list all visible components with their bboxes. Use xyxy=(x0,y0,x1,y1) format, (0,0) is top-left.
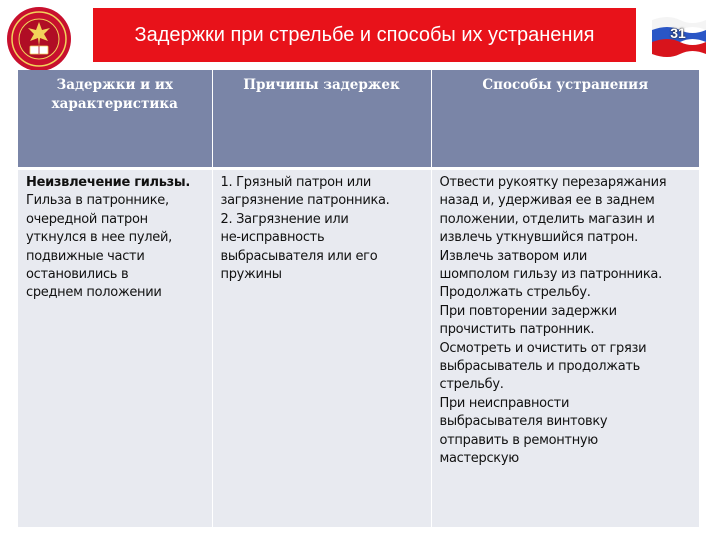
cause-line: выбрасывателя или его xyxy=(220,248,378,264)
remedy-line: отправить в ремонтную xyxy=(439,432,598,448)
remedy-line: выбрасыватель и продолжать xyxy=(439,359,641,375)
cell-causes xyxy=(212,169,431,528)
remedy-line: Извлечь затвором или xyxy=(439,248,587,264)
military-emblem-icon xyxy=(6,6,72,72)
remedy-line: Осмотреть и очистить от грязи xyxy=(439,340,647,356)
header-remedies: Способы устранения xyxy=(431,70,699,169)
delays-table xyxy=(18,70,699,527)
delay-line: очередной патрон xyxy=(26,211,148,227)
remedy-line: прочистить патронник. xyxy=(439,322,595,338)
remedy-line: При неисправности xyxy=(439,395,570,411)
remedy-line: положении, отделить магазин и xyxy=(439,211,655,227)
cause-line: 1. Грязный патрон или xyxy=(220,175,372,190)
remedy-line: извлечь уткнувшийся патрон. xyxy=(439,230,638,246)
cell-delay-description xyxy=(18,169,212,528)
header-delays: Задержки и их характеристика xyxy=(18,70,212,169)
cause-line: пружины xyxy=(220,267,282,283)
delay-line: уткнулся в нее пулей, xyxy=(26,230,172,246)
cell-remedies xyxy=(431,169,699,528)
page-title: Задержки при стрельбе и способы их устранения xyxy=(134,23,595,46)
remedy-line: шомполом гильзу из патронника. xyxy=(439,267,662,283)
delay-title: Неизвлечение гильзы. xyxy=(26,175,190,190)
delay-line: остановились в xyxy=(26,267,129,283)
page-number: 31 xyxy=(670,25,686,41)
remedy-line: стрельбу. xyxy=(439,377,504,393)
delay-line: подвижные части xyxy=(26,248,145,264)
remedy-line: При повторении задержки xyxy=(439,303,617,319)
table-header-row xyxy=(18,70,699,169)
remedy-line: мастерскую xyxy=(439,451,519,467)
cause-line: не-исправность xyxy=(220,230,325,246)
remedy-line: Отвести рукоятку перезаряжания xyxy=(439,175,667,190)
cause-line: загрязнение патронника. xyxy=(220,193,390,209)
remedy-line: Продолжать стрельбу. xyxy=(439,285,591,301)
delay-line: Гильза в патроннике, xyxy=(26,193,169,209)
remedy-line: выбрасывателя винтовку xyxy=(439,414,608,430)
header-causes: Причины задержек xyxy=(212,70,431,169)
delay-line: среднем положении xyxy=(26,285,162,301)
cause-line: 2. Загрязнение или xyxy=(220,211,349,227)
remedy-line: назад и, удерживая ее в заднем xyxy=(439,193,655,209)
table-row xyxy=(18,169,699,528)
title-bar xyxy=(93,8,636,62)
